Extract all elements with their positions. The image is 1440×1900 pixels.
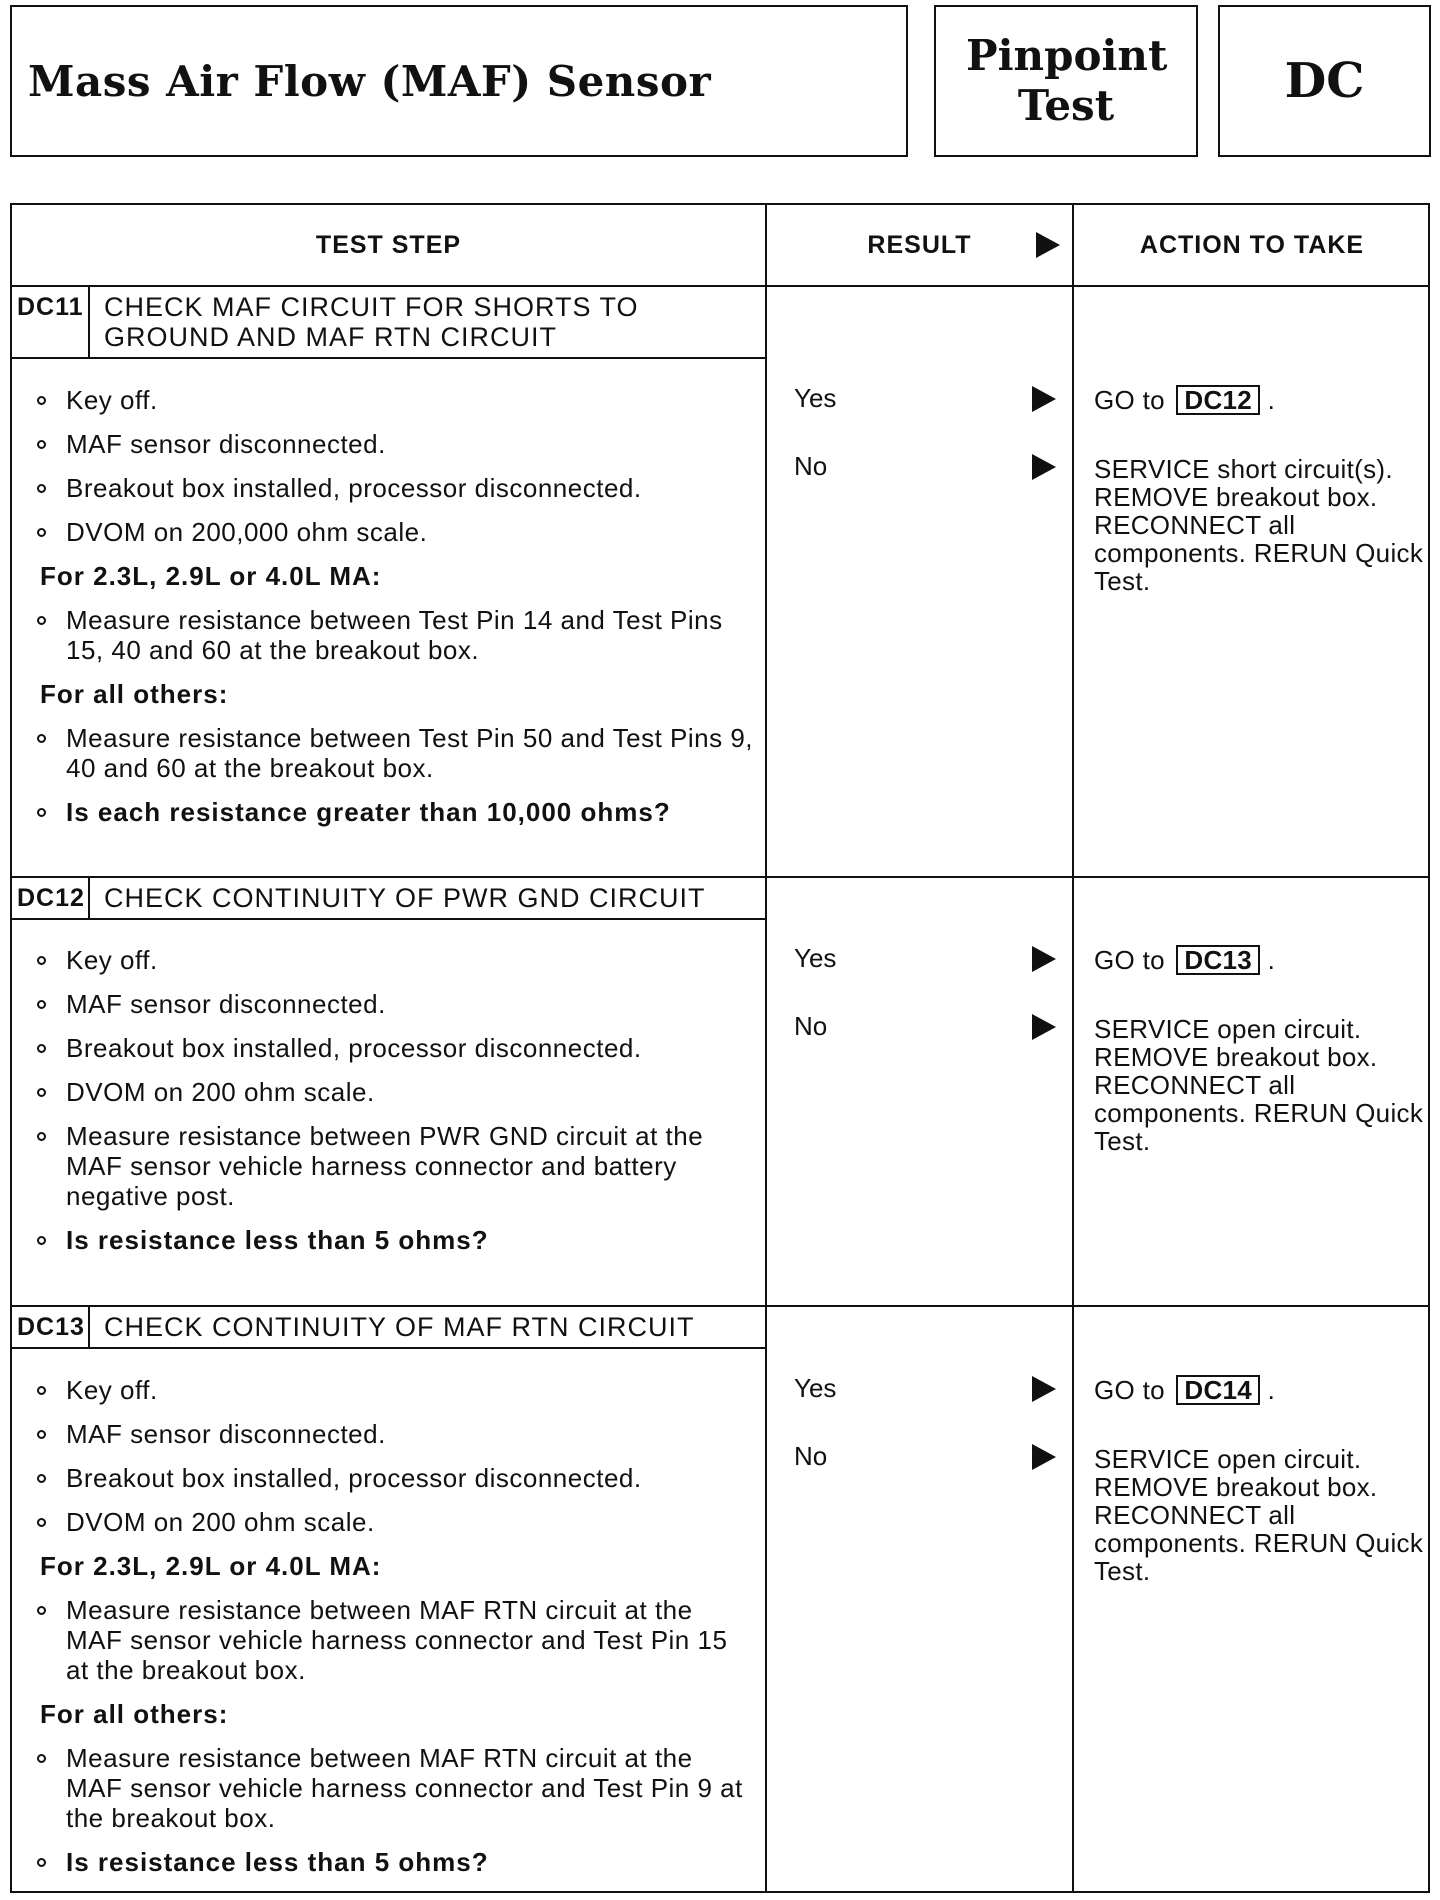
- step-instructions: [34, 945, 754, 1269]
- list-item: DVOM on 200 ohm scale.: [34, 1507, 754, 1537]
- list-item: Breakout box installed, processor disconnected.: [34, 1463, 754, 1493]
- goto-label: GO to: [1094, 945, 1165, 975]
- subheading: For all others:: [40, 679, 229, 709]
- arrow-right-icon: [1032, 386, 1056, 412]
- goto-label: GO to: [1094, 1375, 1165, 1405]
- step-instructions: [34, 1375, 754, 1891]
- column-divider-action: [1072, 205, 1074, 1891]
- goto-suffix: .: [1267, 385, 1276, 415]
- column-header-result-label: RESULT: [867, 230, 972, 259]
- goto-step-code[interactable]: DC13: [1176, 945, 1260, 975]
- list-item: Key off.: [34, 1375, 754, 1405]
- page-title: Mass Air Flow (MAF) Sensor: [28, 56, 712, 106]
- column-header-action: ACTION TO TAKE: [1139, 230, 1365, 259]
- step-title-line: CHECK CONTINUITY OF PWR GND CIRCUIT: [104, 883, 706, 913]
- goto-step-code[interactable]: DC14: [1176, 1375, 1260, 1405]
- title-box: [10, 5, 908, 157]
- subheading: For 2.3L, 2.9L or 4.0L MA:: [40, 561, 382, 591]
- pinpoint-table: [10, 203, 1430, 1893]
- list-item: DVOM on 200,000 ohm scale.: [34, 517, 754, 547]
- list-item: Measure resistance between Test Pin 14 and Test Pins 15, 40 and 60 at the breakout box.: [34, 605, 754, 665]
- action-no: SERVICE open circuit. REMOVE breakout box. RECONNECT all components. RERUN Quick Test.: [1094, 1014, 1424, 1156]
- subheading: For all others:: [40, 1699, 229, 1729]
- goto-suffix: .: [1267, 1375, 1276, 1405]
- list-item: MAF sensor disconnected.: [34, 429, 754, 459]
- list-item: Measure resistance between MAF RTN circuit at the MAF sensor vehicle harness connector and Test Pin 15 at the breakout box.: [34, 1595, 754, 1685]
- list-item: MAF sensor disconnected.: [34, 989, 754, 1019]
- result-no: No: [794, 1441, 828, 1471]
- list-item: Measure resistance between Test Pin 50 and Test Pins 9, 40 and 60 at the breakout box.: [34, 723, 754, 783]
- question: Is resistance less than 5 ohms?: [34, 1847, 754, 1877]
- arrow-right-icon: [1032, 1444, 1056, 1470]
- step-header: [12, 1307, 765, 1349]
- action-no: SERVICE open circuit. REMOVE breakout box. RECONNECT all components. RERUN Quick Test.: [1094, 1444, 1424, 1586]
- step-title: [104, 292, 639, 352]
- step-title-line: CHECK MAF CIRCUIT FOR SHORTS TO: [104, 292, 639, 322]
- goto-label: GO to: [1094, 385, 1165, 415]
- list-item: Breakout box installed, processor disconnected.: [34, 473, 754, 503]
- section-code-box: [1218, 5, 1431, 157]
- question: Is resistance less than 5 ohms?: [34, 1225, 754, 1255]
- question: Is each resistance greater than 10,000 ohms?: [34, 797, 754, 827]
- arrow-right-icon: [1032, 946, 1056, 972]
- subheading: For 2.3L, 2.9L or 4.0L MA:: [40, 1551, 382, 1581]
- pinpoint-test-box: [934, 5, 1198, 157]
- result-no: No: [794, 1011, 828, 1041]
- column-divider-result: [765, 205, 767, 1891]
- list-item: Measure resistance between PWR GND circuit at the MAF sensor vehicle harness connector and battery negative post.: [34, 1121, 754, 1211]
- step-code: DC11: [12, 287, 90, 357]
- column-header-result: [767, 205, 1072, 285]
- step-title: [104, 883, 706, 913]
- step-code: DC12: [12, 878, 90, 918]
- list-item: DVOM on 200 ohm scale.: [34, 1077, 754, 1107]
- action-no: SERVICE short circuit(s). REMOVE breakout box. RECONNECT all components. RERUN Quick Test.: [1094, 454, 1424, 596]
- arrow-right-icon: [1032, 1376, 1056, 1402]
- list-item: Key off.: [34, 945, 754, 975]
- section-code: DC: [1284, 53, 1365, 109]
- action-yes: [1094, 945, 1424, 975]
- arrow-right-icon: [1032, 1014, 1056, 1040]
- step-header: [12, 878, 765, 920]
- result-no: No: [794, 451, 828, 481]
- action-yes: [1094, 385, 1424, 415]
- list-item: Key off.: [34, 385, 754, 415]
- step-title: [104, 1312, 695, 1342]
- arrow-right-icon: [1032, 454, 1056, 480]
- list-item: Breakout box installed, processor disconnected.: [34, 1033, 754, 1063]
- list-item: Measure resistance between MAF RTN circuit at the MAF sensor vehicle harness connector and Test Pin 9 at the breakout box.: [34, 1743, 754, 1833]
- step-header: [12, 287, 765, 359]
- goto-step-code[interactable]: DC12: [1176, 385, 1260, 415]
- action-yes: [1094, 1375, 1424, 1405]
- column-header-test-step: TEST STEP: [315, 230, 462, 259]
- goto-suffix: .: [1267, 945, 1276, 975]
- result-yes: Yes: [794, 1373, 837, 1403]
- arrow-right-icon: [1036, 232, 1060, 258]
- step-instructions: [34, 385, 754, 841]
- step-code: DC13: [12, 1307, 90, 1347]
- list-item: MAF sensor disconnected.: [34, 1419, 754, 1449]
- step-title-line: GROUND AND MAF RTN CIRCUIT: [104, 322, 558, 352]
- result-yes: Yes: [794, 943, 837, 973]
- result-yes: Yes: [794, 383, 837, 413]
- pinpoint-test-label: Pinpoint Test: [966, 31, 1168, 130]
- step-title-line: CHECK CONTINUITY OF MAF RTN CIRCUIT: [104, 1312, 695, 1342]
